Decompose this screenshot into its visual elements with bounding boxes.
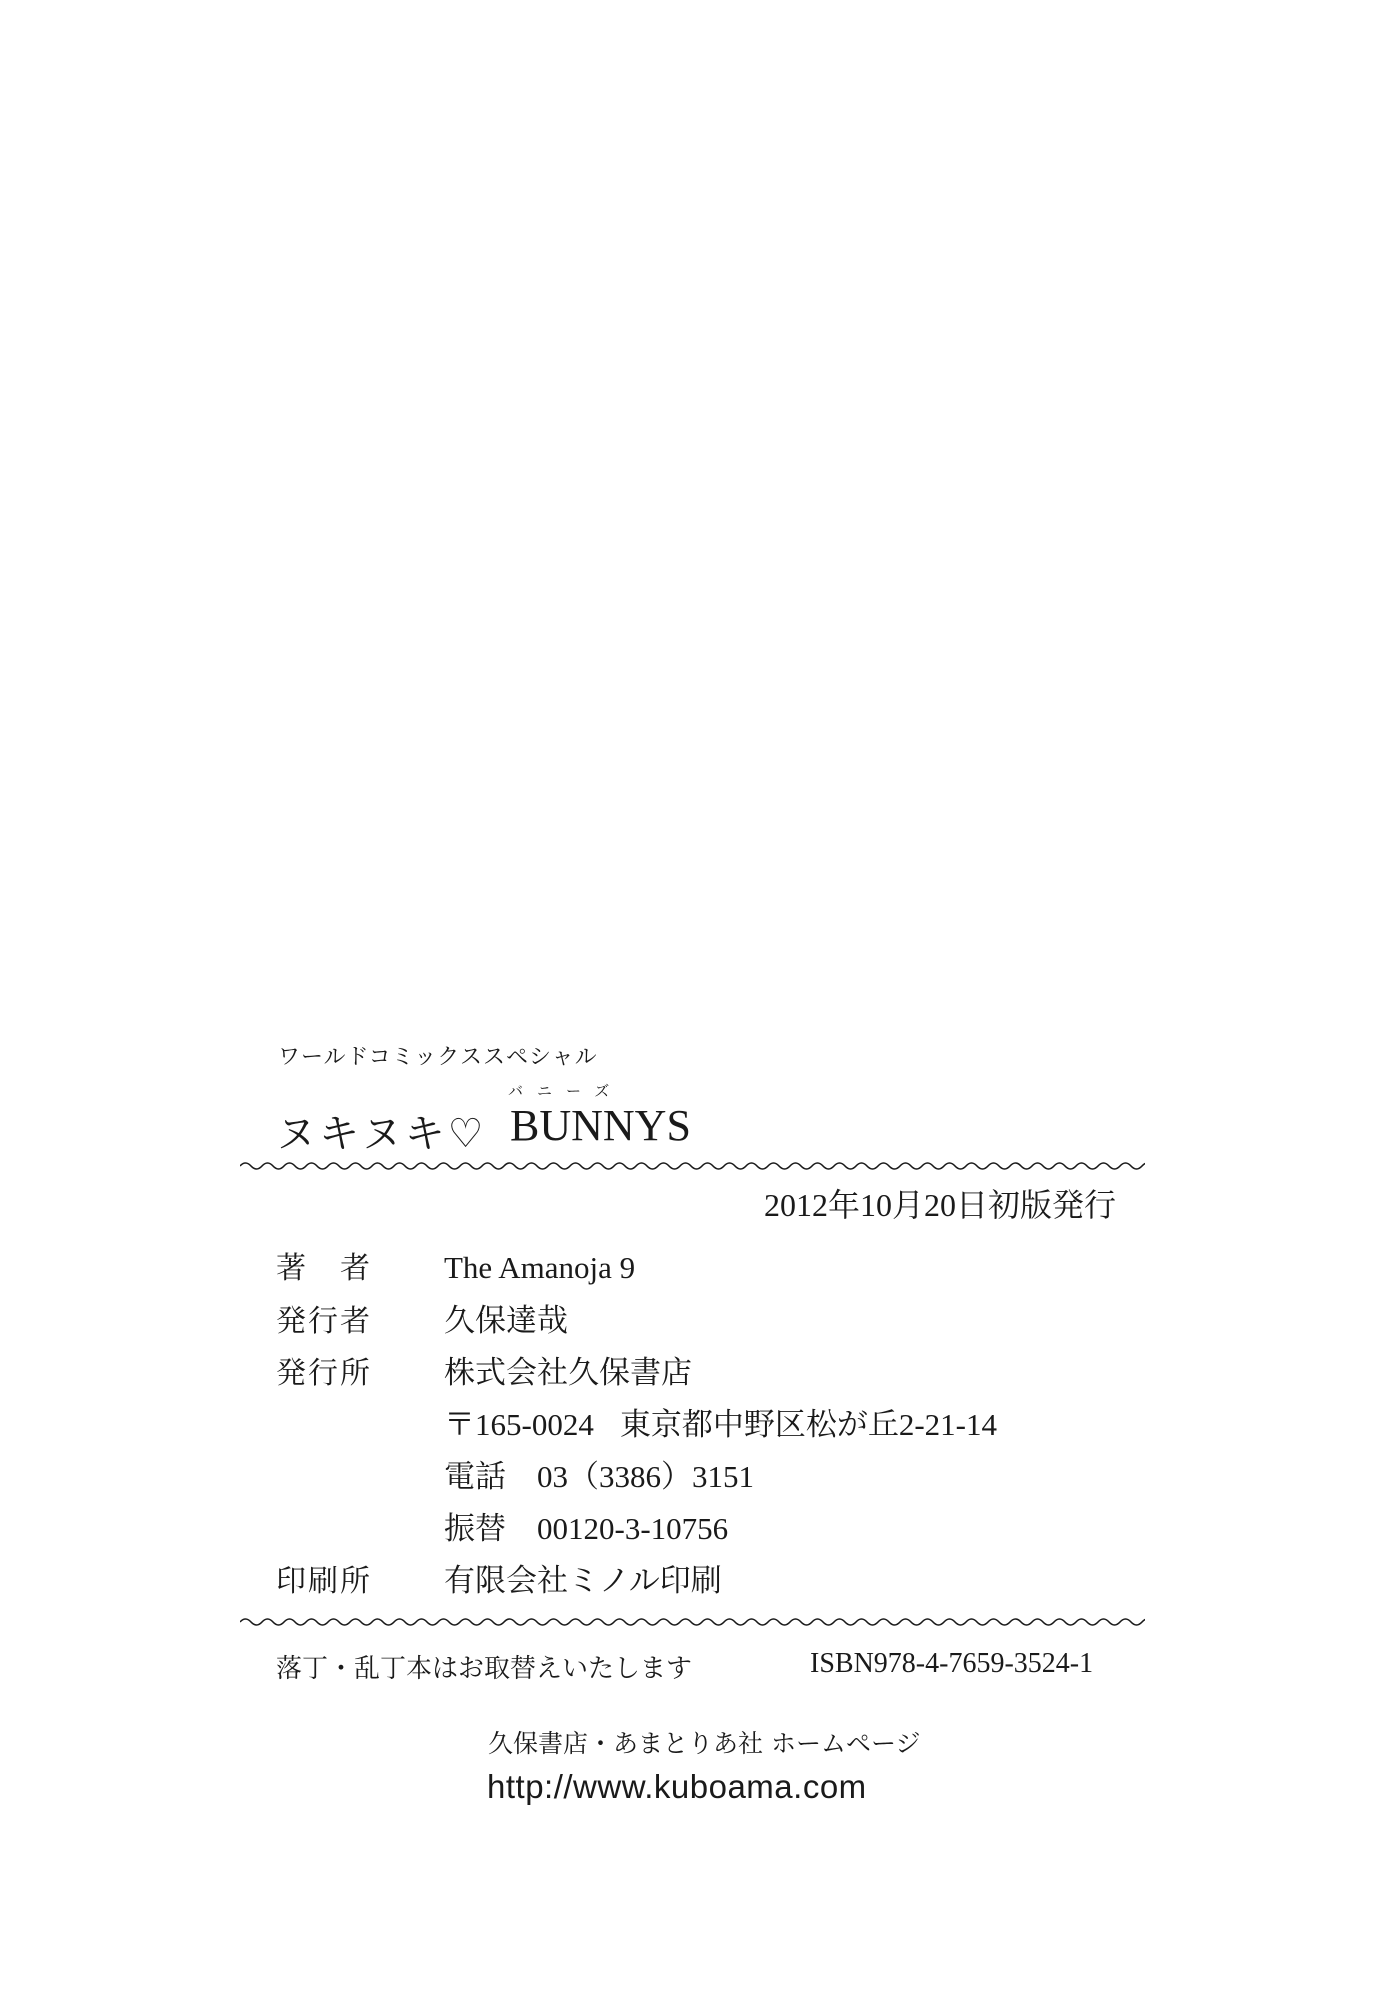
phone-value: 電話 03（3386）3151: [444, 1459, 754, 1494]
address-value: [444, 1399, 1176, 1444]
author-value: The Amanoja 9: [444, 1250, 636, 1285]
info-row-publishing-house: [276, 1347, 1176, 1399]
info-row-address: [276, 1399, 1176, 1451]
ornamental-rule-top: [240, 1158, 1145, 1174]
publisher-label: 発行者: [276, 1304, 372, 1339]
homepage-label: 久保書店・あまとりあ社 ホームページ: [488, 1729, 921, 1758]
printer-value: 有限会社ミノル印刷: [444, 1563, 722, 1598]
info-row-transfer: [276, 1503, 1176, 1555]
info-row-author: [276, 1243, 1176, 1295]
publishing-house-value: 株式会社久保書店: [444, 1355, 692, 1390]
replacement-note: 落丁・乱丁本はお取替えいたします: [276, 1654, 693, 1684]
info-row-printer: [276, 1555, 1176, 1607]
publication-date: 2012年10月20日初版発行: [763, 1187, 1116, 1223]
series-name: ワールドコミックススペシャル: [278, 1045, 598, 1070]
publisher-value: 久保達哉: [444, 1303, 568, 1338]
street-address: 東京都中野区松が丘2-21-14: [619, 1407, 997, 1442]
publishing-house-label: 発行所: [276, 1356, 372, 1391]
title-ruby: バニーズ: [508, 1082, 624, 1100]
ornamental-rule-bottom: [240, 1614, 1145, 1630]
title-english: BUNNYS: [510, 1101, 691, 1150]
transfer-value: 振替 00120-3-10756: [444, 1511, 729, 1546]
publication-info: [276, 1243, 1176, 1607]
postal-code: 〒165-0024: [444, 1407, 594, 1442]
info-row-phone: [276, 1451, 1176, 1503]
title-japanese: ヌキヌキ♡: [276, 1111, 487, 1157]
printer-label: 印刷所: [276, 1564, 372, 1599]
isbn: ISBN978-4-7659-3524-1: [810, 1648, 1094, 1679]
author-label: 著 者: [276, 1251, 372, 1286]
homepage-url: http://www.kuboama.com: [487, 1768, 867, 1805]
info-row-publisher: [276, 1295, 1176, 1347]
